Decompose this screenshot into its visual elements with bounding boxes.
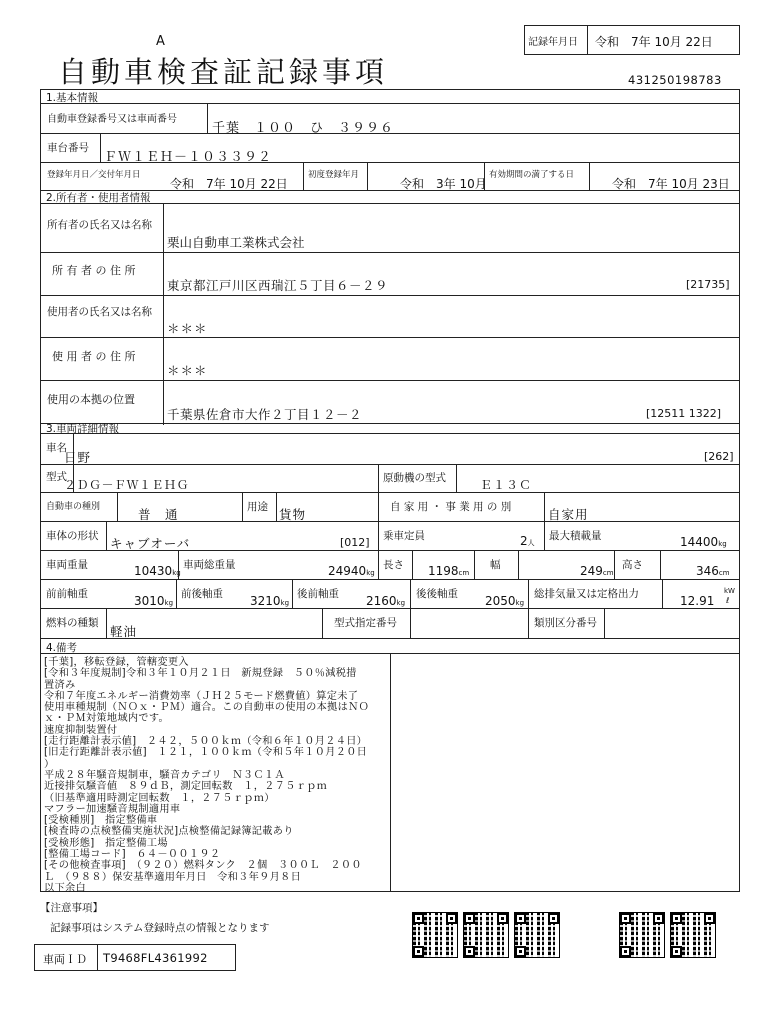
max-load-unit: kg bbox=[718, 540, 727, 548]
user-name-label: 使用者の氏名又は名称 bbox=[47, 306, 152, 318]
section-vehicle-title: 3.車両詳細情報 bbox=[46, 423, 120, 435]
first-reg-value: 令和 3年 10月 bbox=[400, 177, 487, 191]
base-location-code: [12511 1322] bbox=[646, 407, 722, 420]
front-rear-axle-value: 3210 bbox=[250, 594, 281, 608]
reg-no-value: 千葉 １００ ひ ３９９６ bbox=[212, 121, 395, 136]
owner-name-value: 栗山自動車工業株式会社 bbox=[167, 235, 305, 250]
print-mark: A bbox=[156, 34, 165, 49]
reg-date-label: 登録年月日／交付年月日 bbox=[47, 170, 141, 180]
remarks-line: [その他検査事項] （９２０）燃料タンク ２個 ３００Ｌ ２００ bbox=[44, 860, 362, 872]
model-label: 型式 bbox=[46, 471, 67, 483]
qr-code-4 bbox=[620, 913, 664, 957]
capacity-value: 2 bbox=[520, 534, 528, 548]
user-address-value: ＊＊＊ bbox=[167, 363, 208, 378]
rear-front-axle-value: 2160 bbox=[366, 594, 397, 608]
kind-value: 普 通 bbox=[138, 507, 179, 522]
body-shape-label: 車体の形状 bbox=[46, 530, 99, 542]
width-value: 249 bbox=[580, 564, 603, 578]
rear-rear-axle-label: 後後軸重 bbox=[416, 588, 458, 600]
unit-kg: kg bbox=[172, 569, 181, 577]
record-date-label: 記録年月日 bbox=[528, 37, 578, 48]
document-title: 自動車検査証記録事項 bbox=[58, 55, 389, 89]
chassis-label: 車台番号 bbox=[47, 142, 89, 154]
vehicle-weight-label: 車両重量 bbox=[46, 559, 88, 571]
front-rear-axle-label: 前後軸重 bbox=[181, 588, 223, 600]
reg-no-label: 自動車登録番号又は車両番号 bbox=[47, 114, 177, 125]
gross-weight-label: 車両総重量 bbox=[183, 559, 236, 571]
engine-model-value: Ｅ１３Ｃ bbox=[480, 478, 533, 492]
max-load-label: 最大積載量 bbox=[549, 530, 602, 542]
capacity-unit: 人 bbox=[527, 539, 535, 547]
notes-title: 【注意事項】 bbox=[40, 902, 103, 914]
private-business-value: 自家用 bbox=[548, 507, 589, 522]
vehicle-id-box bbox=[34, 944, 236, 971]
engine-model-label: 原動機の型式 bbox=[383, 472, 446, 484]
displacement-value: 12.91 bbox=[680, 594, 715, 608]
front-front-axle-value: 3010 bbox=[134, 594, 165, 608]
unit-kg: kg bbox=[280, 599, 290, 607]
remarks-line: 置済み bbox=[44, 679, 76, 691]
remarks-line: ） bbox=[44, 758, 55, 770]
remarks-line: [受検種別] 指定整備車 bbox=[44, 815, 158, 827]
vehicle-name-code: [262] bbox=[704, 450, 734, 463]
remarks-line: Ｌ （９８８）保安基準適用年月日 令和３年９月８日 bbox=[44, 871, 302, 883]
front-front-axle-label: 前前軸重 bbox=[46, 588, 88, 600]
user-address-label: 使 用 者 の 住 所 bbox=[52, 350, 136, 363]
max-load-value: 14400 bbox=[680, 535, 719, 549]
remarks-line: 平成２８年騒音規制車，騒音カテゴリ Ｎ３Ｃ１Ａ bbox=[44, 769, 285, 781]
document-number: 431250198783 bbox=[628, 73, 722, 87]
remarks-line: マフラー加速騒音規制適用車 bbox=[44, 803, 181, 815]
use-label: 用途 bbox=[247, 501, 268, 513]
remarks-line: 令和７年度エネルギー消費効率（ＪＨ２５モード燃費値）算定未了 bbox=[44, 690, 359, 702]
remarks-line: ｘ・ＰＭ対策地域内です。 bbox=[44, 713, 170, 725]
vehicle-name-label: 車名 bbox=[46, 442, 67, 454]
reg-date-value: 令和 7年 10月 22日 bbox=[170, 177, 288, 191]
vehicle-name-value: 日野 bbox=[64, 450, 92, 465]
body-shape-code: [012] bbox=[340, 536, 370, 549]
width-label: 幅 bbox=[490, 559, 501, 571]
remarks-line: [受検形態] 指定整備工場 bbox=[44, 837, 168, 849]
unit-kg: kg bbox=[396, 599, 406, 607]
record-date-box bbox=[524, 25, 740, 55]
unit-cm: cm bbox=[602, 569, 614, 577]
expiry-label: 有効期間の満了する日 bbox=[489, 170, 575, 180]
displacement-label: 総排気量又は定格出力 bbox=[534, 588, 639, 600]
base-location-value: 千葉県佐倉市大作２丁目１２－２ bbox=[167, 407, 363, 422]
record-date-value: 令和 7年 10月 22日 bbox=[595, 35, 713, 49]
rear-front-axle-label: 後前軸重 bbox=[297, 588, 339, 600]
kind-label: 自動車の種別 bbox=[46, 502, 101, 512]
unit-kg: kg bbox=[164, 599, 174, 607]
qr-code-1 bbox=[413, 913, 457, 957]
expiry-value: 令和 7年 10月 23日 bbox=[612, 177, 730, 191]
rear-rear-axle-value: 2050 bbox=[485, 594, 516, 608]
private-business-label: 自 家 用 ・ 事 業 用 の 別 bbox=[390, 501, 512, 513]
qr-code-5 bbox=[671, 913, 715, 957]
unit-kg: kg bbox=[515, 599, 525, 607]
remarks-line: [検査時の点検整備実施状況]点検整備記録簿記載あり bbox=[44, 826, 294, 838]
gross-weight-value: 24940 bbox=[328, 564, 367, 578]
remarks-line: [整備工場コード] ６４－００１９２ bbox=[44, 849, 221, 861]
section-remarks-title: 4.備考 bbox=[46, 642, 78, 654]
owner-name-label: 所有者の氏名又は名称 bbox=[47, 219, 152, 231]
use-value: 貨物 bbox=[279, 507, 307, 522]
remarks-text bbox=[44, 657, 369, 894]
fuel-type-value: 軽油 bbox=[110, 624, 138, 639]
height-label: 高さ bbox=[622, 559, 643, 571]
base-location-label: 使用の本拠の位置 bbox=[47, 393, 135, 406]
unit-cm: cm bbox=[718, 569, 730, 577]
displacement-unit-kw: kW bbox=[724, 587, 735, 595]
designation-number-label: 型式指定番号 bbox=[334, 617, 397, 629]
owner-address-label: 所 有 者 の 住 所 bbox=[52, 264, 136, 277]
chassis-value: ＦＷ１ＥＨ－１０３３９２ bbox=[104, 150, 273, 165]
unit-cm: cm bbox=[458, 569, 470, 577]
owner-address-code: [21735] bbox=[686, 278, 730, 291]
remarks-line: （旧基準適用時測定回転数 １，２７５ｒｐｍ） bbox=[44, 792, 275, 804]
model-value: ２ＤＧ－ＦＷ１ＥＨＧ bbox=[64, 478, 190, 492]
vehicle-weight-value: 10430 bbox=[134, 564, 173, 578]
remarks-line: 以下余白 bbox=[44, 882, 86, 894]
remarks-line: 近接排気騒音値 ８９ｄＢ，測定回転数 １，２７５ｒｐｍ bbox=[44, 781, 328, 793]
height-value: 346 bbox=[696, 564, 719, 578]
displacement-unit-l: ℓ bbox=[726, 596, 730, 605]
section-basic-title: 1.基本情報 bbox=[46, 92, 99, 104]
qr-code-2 bbox=[464, 913, 508, 957]
owner-address-value: 東京都江戸川区西瑞江５丁目６－２９ bbox=[167, 278, 389, 293]
user-name-value: ＊＊＊ bbox=[167, 321, 208, 336]
length-value: 1198 bbox=[428, 564, 459, 578]
section-owner-title: 2.所有者・使用者情報 bbox=[46, 192, 151, 204]
remarks-line: [令和３年度規制]令和３年１０月２１日 新規登録 ５０％減税措 bbox=[44, 668, 357, 680]
remarks-line: [旧走行距離計表示値] １２１，１００ｋｍ（令和５年１０月２０日 bbox=[44, 747, 368, 759]
remarks-line: 使用車種規制（ＮＯｘ・ＰＭ）適合。この自動車の使用の本拠はＮＯ bbox=[44, 702, 370, 714]
unit-kg: kg bbox=[366, 569, 375, 577]
remarks-line: 速度抑制装置付 bbox=[44, 724, 118, 736]
qr-code-3 bbox=[515, 913, 559, 957]
remarks-line: [走行距離計表示値] ２４２，５００ｋｍ（令和６年１０月２４日） bbox=[44, 736, 368, 748]
category-number-label: 類別区分番号 bbox=[534, 617, 597, 629]
first-reg-label: 初度登録年月 bbox=[308, 170, 360, 180]
length-label: 長さ bbox=[383, 559, 404, 571]
vehicle-id-label: 車両ＩＤ bbox=[43, 953, 87, 966]
fuel-type-label: 燃料の種類 bbox=[46, 617, 99, 629]
body-shape-value: キャブオーバ bbox=[110, 536, 191, 551]
vehicle-id-value: T9468FL4361992 bbox=[103, 951, 208, 965]
remarks-line: [千葉]，移転登録，管轄変更入 bbox=[44, 657, 189, 668]
notes-text: 記録事項はシステム登録時点の情報となります bbox=[50, 922, 270, 934]
capacity-label: 乗車定員 bbox=[383, 530, 425, 542]
